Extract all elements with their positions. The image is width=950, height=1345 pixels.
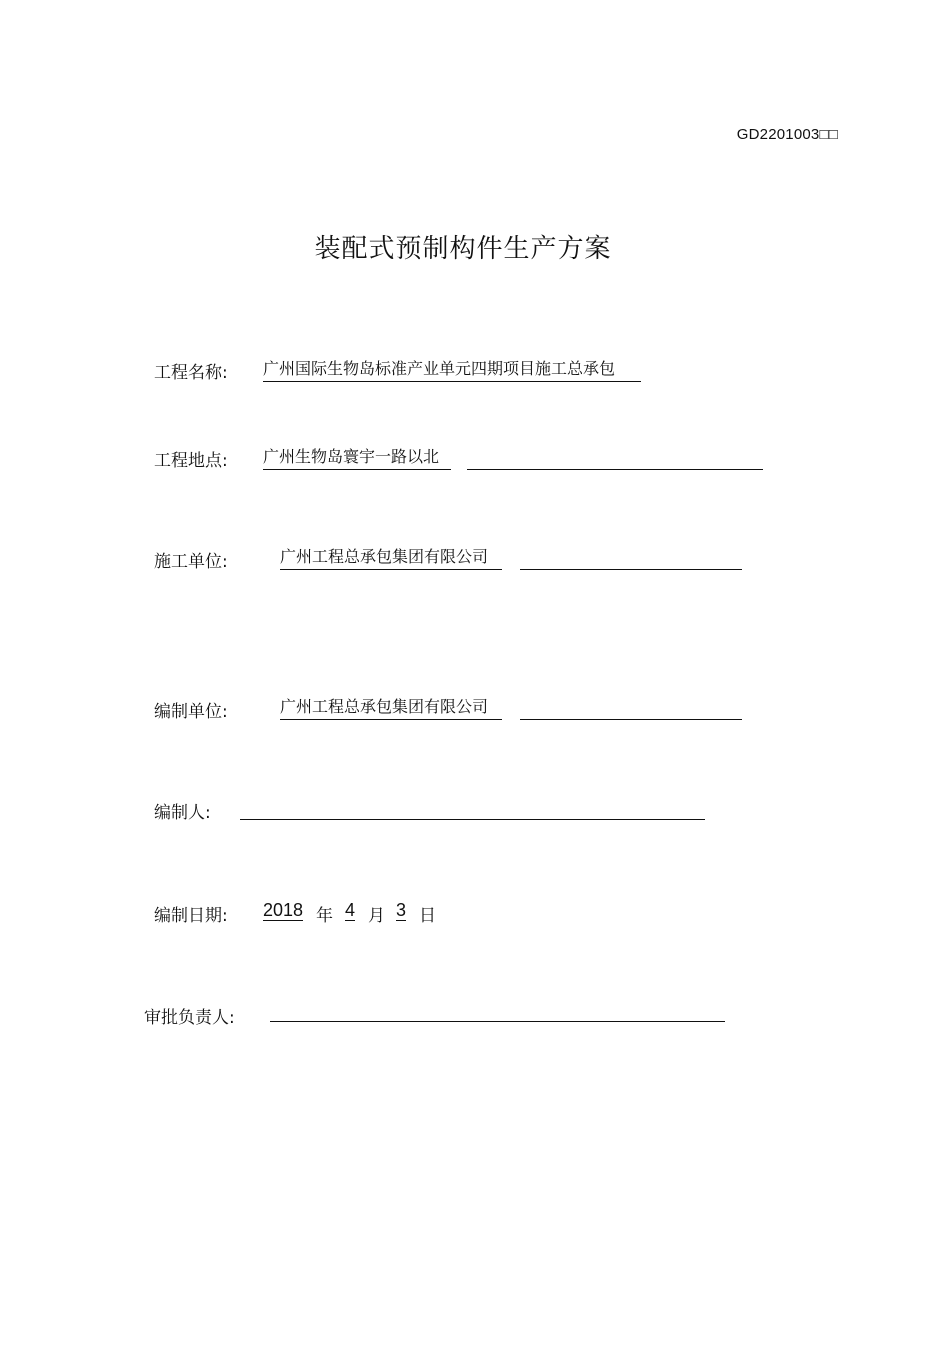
compile-date-month: 4 [345, 900, 356, 920]
compiling-unit-value: 广州工程总承包集团有限公司 [280, 697, 502, 720]
compile-date-day: 3 [396, 900, 407, 920]
compile-date-month-unit: 月 [368, 906, 385, 926]
compiling-unit-label: 编制单位: [154, 702, 228, 722]
project-name-value: 广州国际生物岛标准产业单元四期项目施工总承包 [263, 359, 641, 382]
compiler-blank-line[interactable] [240, 819, 705, 820]
project-name-label: 工程名称: [154, 363, 228, 383]
construction-unit-value: 广州工程总承包集团有限公司 [280, 547, 502, 570]
project-location-extra-line [467, 469, 763, 470]
construction-unit-extra-line [520, 569, 742, 570]
project-location-value: 广州生物岛寰宇一路以北 [263, 447, 451, 470]
document-title: 装配式预制构件生产方案 [314, 234, 612, 264]
compiling-unit-extra-line [520, 719, 742, 720]
compile-date-year: 2018 [263, 900, 304, 920]
approver-blank-line[interactable] [270, 1021, 725, 1022]
compile-date-year-unit: 年 [316, 906, 333, 926]
project-location-label: 工程地点: [154, 451, 228, 471]
compiler-label: 编制人: [154, 803, 211, 823]
construction-unit-label: 施工单位: [154, 552, 228, 572]
approver-label: 审批负责人: [144, 1008, 235, 1028]
document-code: GD2201003□□ [736, 126, 838, 143]
compile-date-day-unit: 日 [419, 906, 436, 926]
compile-date-label: 编制日期: [154, 906, 228, 926]
